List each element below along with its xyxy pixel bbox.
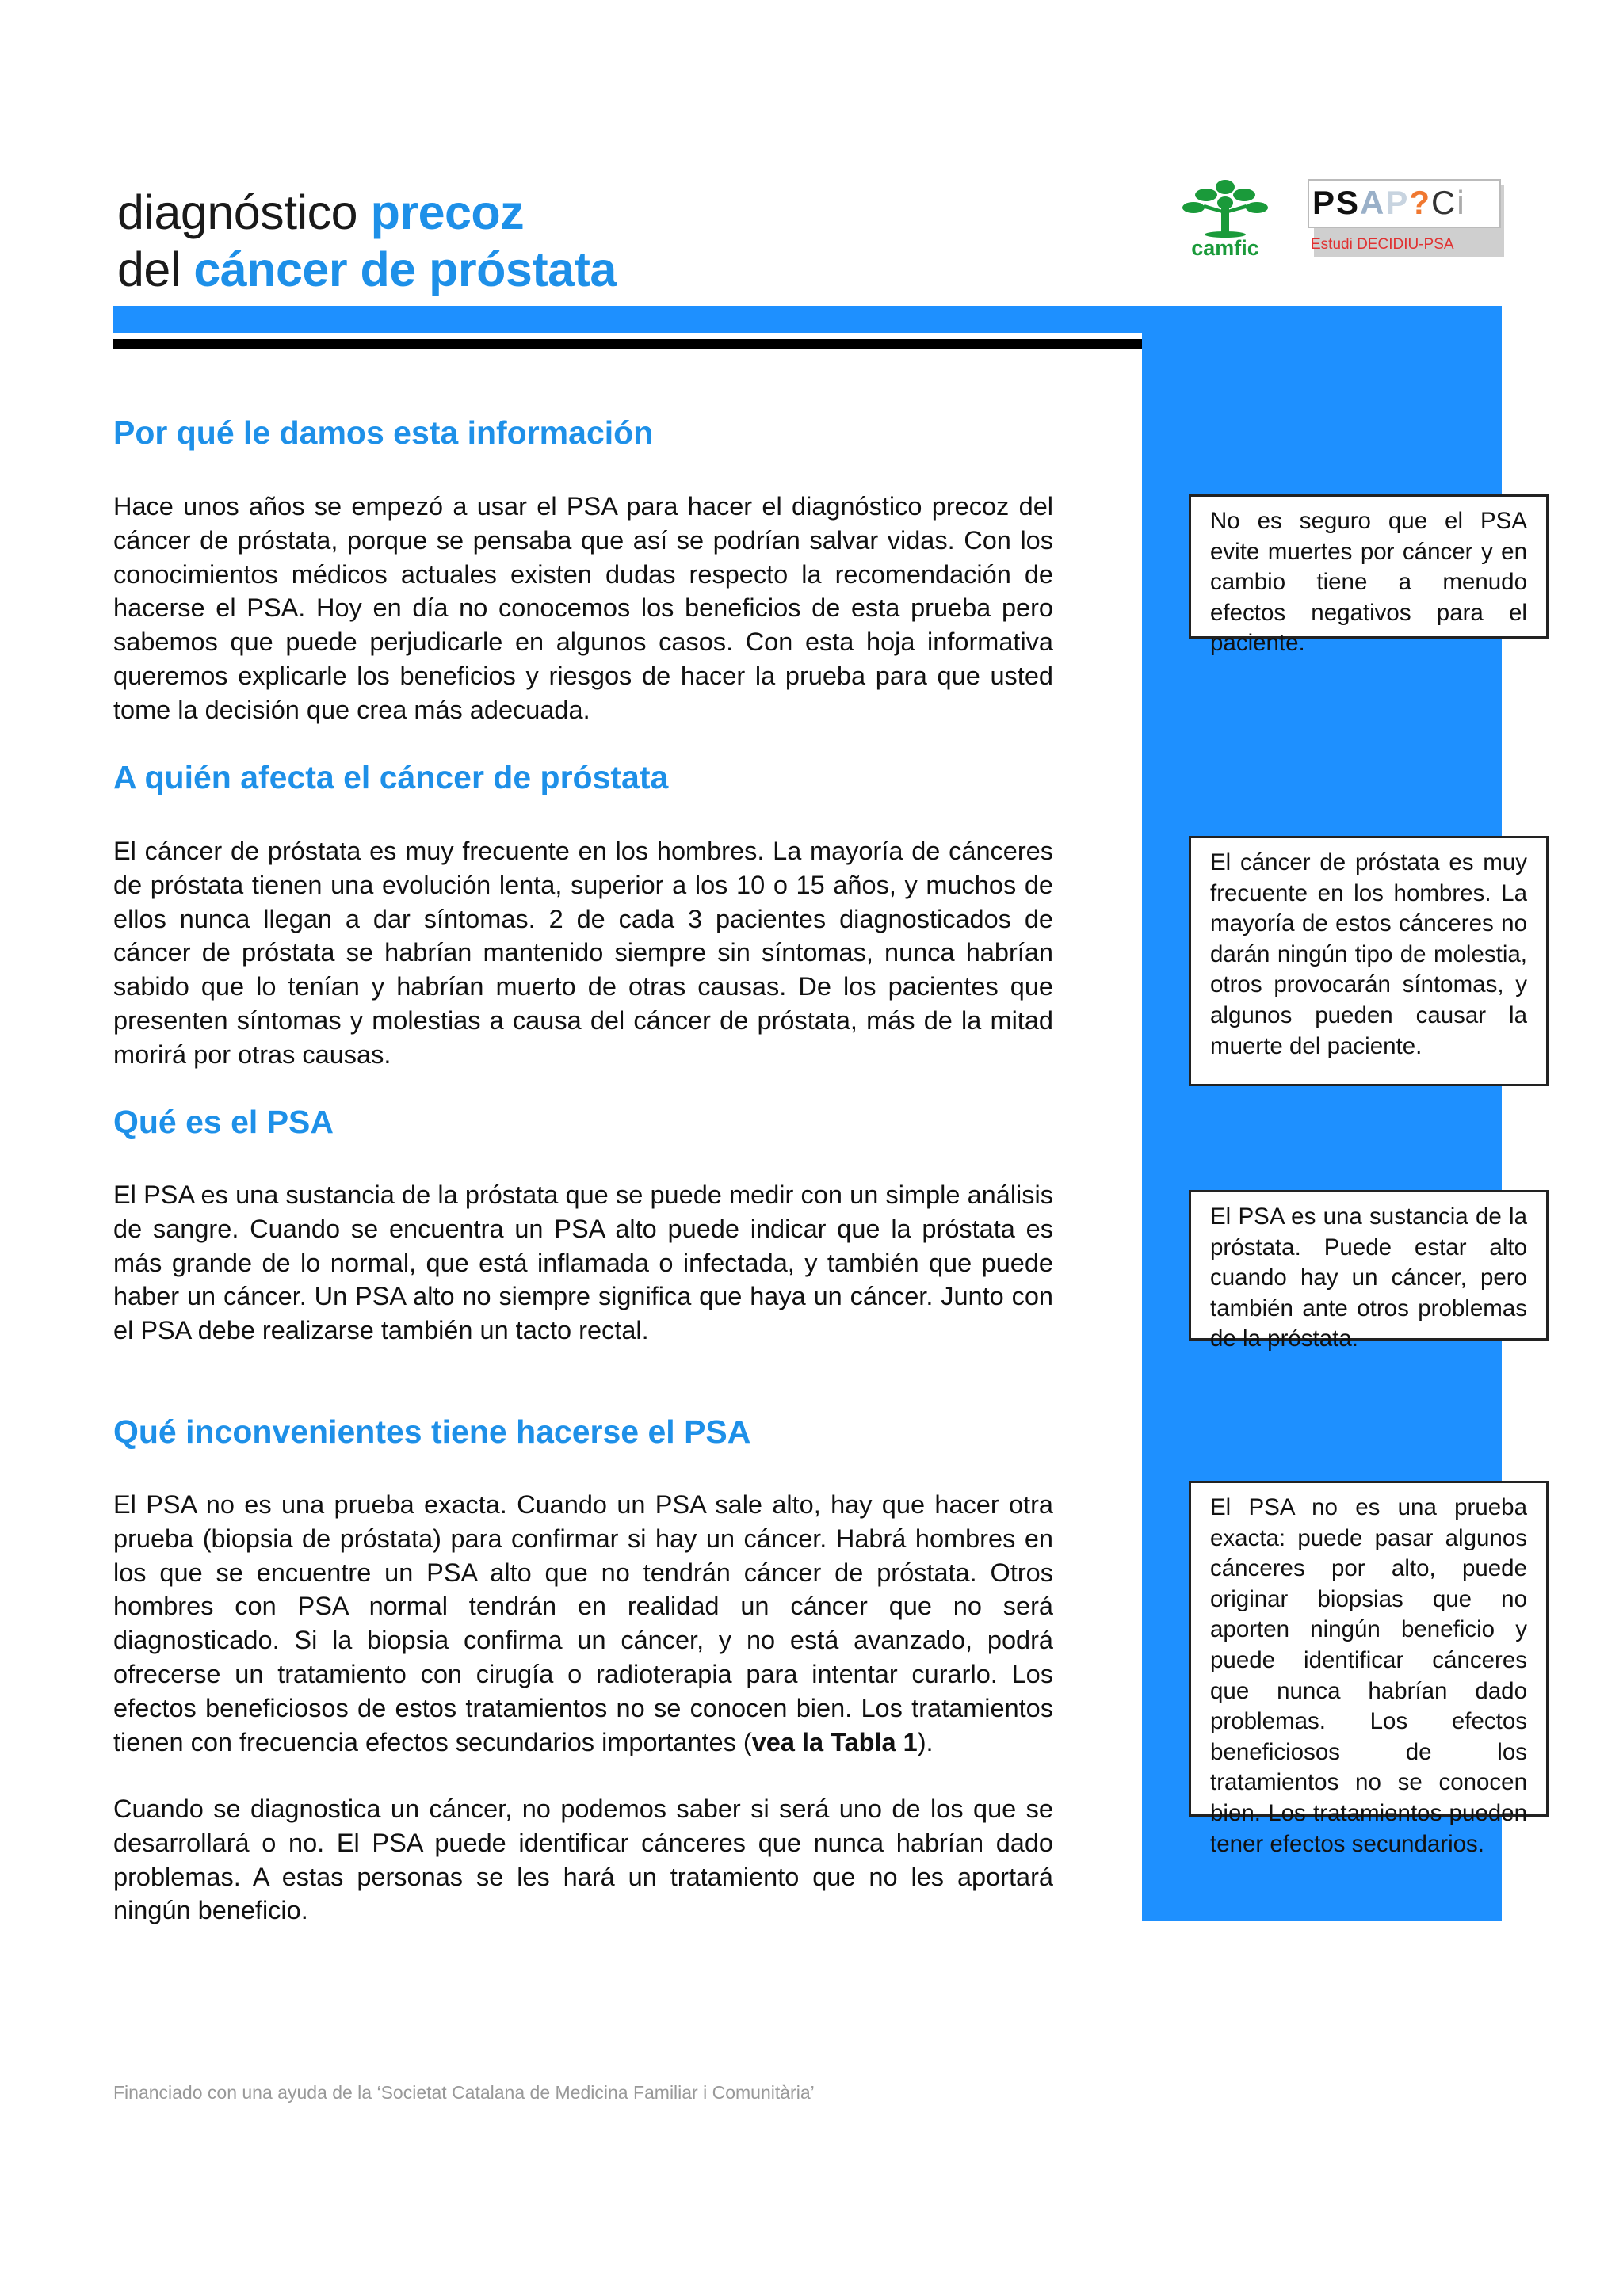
tree-icon — [1178, 179, 1273, 238]
camfic-wordmark: camfic — [1191, 236, 1259, 260]
psa-logo-i: i — [1457, 184, 1466, 221]
sidebox-who-affected: El cáncer de próstata es muy frecuente en los hombres. La mayoría de estos cánceres no darán ningún tipo de molestia, otros provocarán síntomas, y algunos pueden causar la muerte del paciente. — [1189, 836, 1549, 1086]
psa-logo-subtitle: Estudi DECIDIU-PSA — [1311, 236, 1454, 253]
section-heading-drawbacks: Qué inconvenientes tiene hacerse el PSA — [113, 1413, 751, 1450]
header-blue-bar — [113, 306, 1502, 333]
title-line1-plain: diagnóstico — [117, 185, 371, 239]
title-line2-highlight: cáncer de próstata — [193, 242, 617, 296]
psa-logo-c: C — [1431, 184, 1457, 221]
title-line1-highlight: precoz — [370, 185, 525, 239]
sidebox-why-info: No es seguro que el PSA evite muertes por cáncer y en cambio tiene a menudo efectos negativos para el paciente. — [1189, 494, 1549, 639]
camfic-logo — [1178, 179, 1281, 266]
section-heading-who-affected: A quién afecta el cáncer de próstata — [113, 759, 669, 795]
title-line-1 — [117, 184, 617, 241]
psa-logo-a: A — [1360, 184, 1386, 221]
section-heading-what-is-psa: Qué es el PSA — [113, 1104, 334, 1140]
drawbacks-text-part-a: El PSA no es una prueba exacta. Cuando un PSA sale alto, hay que hacer otra prueba (biopsia de próstata) para confirmar si hay un cáncer. Habrá hombres en los que se encuentre un PSA alto que no tendrán cáncer de próstata. Otros hombres con PSA normal tendrán en realidad un cáncer que no será diagnosticado. Si la biopsia confirma un cáncer, y no está avanzado, podrá ofrecerse un tratamiento con cirugía o radioterapia para intentar curarlo. Los efectos beneficiosos de estos tratamientos no se conocen bien. Los tratamientos tienen con frecuencia efectos secundarios importantes ( — [113, 1490, 1053, 1756]
title-line2-plain: del — [117, 242, 194, 296]
psa-logo-q: ? — [1409, 184, 1432, 221]
sidebox-what-is-psa: El PSA es una sustancia de la próstata. Puede estar alto cuando hay un cáncer, pero también ante otros problemas de la próstata. — [1189, 1190, 1549, 1341]
page-title — [117, 184, 617, 298]
section-heading-why-info: Por qué le damos esta información — [113, 414, 654, 451]
table-1-reference: vea la Tabla 1 — [751, 1727, 918, 1756]
section-text-who-affected: El cáncer de próstata es muy frecuente en los hombres. La mayoría de cánceres de próstata tienen una evolución lenta, superior a los 10 o 15 años, y muchos de ellos nunca llegan a dar síntomas. 2 de cada 3 pacientes diagnosticados de cáncer de próstata se habrían mantenido siempre sin síntomas, nunca habrían sabido que lo tenían y habrían muerto de otras causas. De los pacientes que presenten síntomas y molestias a causa del cáncer de próstata, más de la mitad morirá por otras causas. — [113, 837, 1053, 1069]
section-text-drawbacks-2: Cuando se diagnostica un cáncer, no podemos saber si será uno de los que se desarrollará o no. El PSA puede identificar cánceres que nunca habrían dado problemas. A estas personas se les hará un tratamiento que no les aportará ningún beneficio. — [113, 1794, 1053, 1925]
footer-funding-note: Financiado con una ayuda de la ‘Societat Catalana de Medicina Familiar i Comunitària’ — [113, 2082, 815, 2103]
title-line-2 — [117, 241, 617, 298]
section-text-what-is-psa: El PSA es una sustancia de la próstata que se puede medir con un simple análisis de sangre. Cuando se encuentra un PSA alto puede indicar que la próstata es más grande de lo normal, que está inflamada o infectada, y también que puede haber un cáncer. Un PSA alto no siempre significa que haya un cáncer. Junto con el PSA debe realizarse también un tacto rectal. — [113, 1180, 1053, 1345]
psa-logo-p: P — [1385, 184, 1410, 221]
section-text-why-info: Hace unos años se empezó a usar el PSA para hacer el diagnóstico precoz del cáncer de próstata, porque se pensaba que así se podrían salvar vidas. Con los conocimientos médicos actuales existen dudas respecto la recomendación de hacerse el PSA. Hoy en día no conocemos los beneficios de esta prueba pero sabemos que puede perjudicarle en algunos casos. Con esta hoja informativa queremos explicarle los beneficios y riesgos de hacer la prueba para que usted tome la decisión que crea más adecuada. — [113, 492, 1053, 724]
section-text-drawbacks — [113, 1488, 1053, 1759]
psa-logo-text — [1312, 184, 1466, 222]
drawbacks-text-part-b: ). — [917, 1727, 934, 1756]
psa-logo-ps: PS — [1312, 184, 1361, 221]
sidebox-drawbacks: El PSA no es una prueba exacta: puede pasar algunos cánceres por alto, puede originar biopsias que no aporten ningún beneficio y puede identificar cánceres que nunca habrían dado problemas. Los efectos beneficiosos de los tratamientos no se conocen bien. Los tratamientos pueden tener efectos secundarios. — [1189, 1481, 1549, 1817]
psapci-logo — [1308, 179, 1506, 263]
header-black-bar — [113, 339, 1142, 349]
